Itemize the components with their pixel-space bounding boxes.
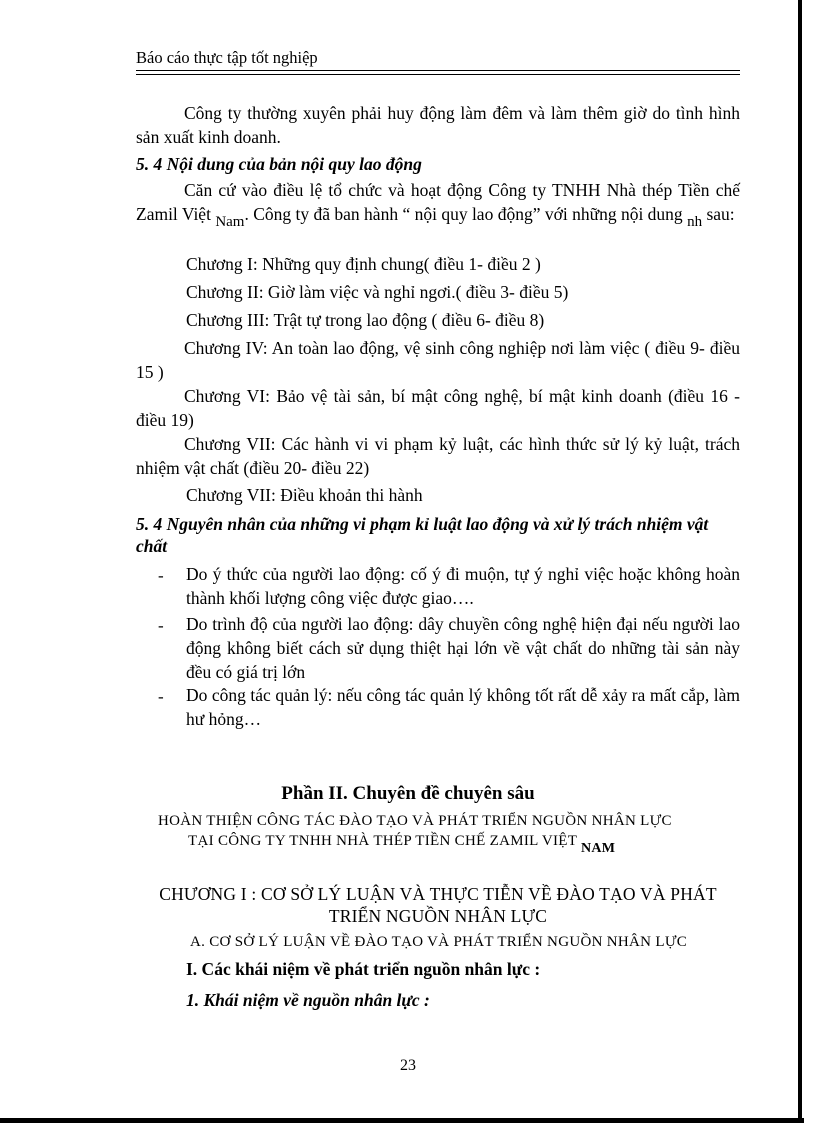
- header-rule-top: [136, 70, 740, 71]
- chapter-item: Chương I: Những quy định chung( điều 1- điều 2 ): [186, 254, 541, 274]
- regulation-text-1: Căn cứ vào điều lệ tổ chức và hoạt động Công ty TNHH Nhà thép Tiền chế Zamil Việt: [136, 180, 740, 224]
- regulation-paragraph: [136, 178, 740, 228]
- running-header: Báo cáo thực tập tốt nghiệp: [136, 48, 318, 67]
- chapter-item: Chương IV: An toàn lao động, vệ sinh công nghiệp nơi làm việc ( điều 9- điều 15 ): [136, 338, 740, 382]
- intro-paragraph: Công ty thường xuyên phải huy động làm đêm và làm thêm giờ do tình hình sản xuất kinh doanh.: [136, 103, 740, 147]
- chapter-item: Chương VII: Các hành vi vi phạm kỷ luật, các hình thức sử lý kỷ luật, trách nhiệm vật chất (điều 20- điều 22): [136, 434, 740, 478]
- chapter-item: Chương VII: Điều khoản thi hành: [186, 485, 423, 505]
- header-rule-bottom: [136, 74, 740, 75]
- chapter-item: Chương III: Trật tự trong lao động ( điều 6- điều 8): [186, 310, 545, 330]
- cause-bullet: Do công tác quản lý: nếu công tác quản lý không tốt rất dễ xảy ra mất cắp, làm hư hỏng…: [186, 685, 740, 729]
- page-border-right: [798, 0, 802, 1123]
- subscript-nam: Nam: [215, 214, 245, 230]
- bullet-dash: -: [158, 616, 164, 635]
- chapter-item: Chương VI: Bảo vệ tài sản, bí mật công nghệ, bí mật kinh doanh (điều 16 - điều 19): [136, 386, 740, 430]
- chapter-item: Chương II: Giờ làm việc và nghỉ ngơi.( điều 3- điều 5): [186, 282, 569, 302]
- topic-title-line2: [188, 833, 616, 856]
- heading-concepts: I. Các khái niệm về phát triển nguồn nhân lực :: [186, 959, 541, 979]
- topic-title-line1: HOÀN THIỆN CÔNG TÁC ĐÀO TẠO VÀ PHÁT TRIỂN NGUỒN NHÂN LỰC: [158, 813, 672, 829]
- section-heading-content: 5. 4 Nội dung của bản nội quy lao động: [136, 154, 422, 174]
- regulation-text-2: . Công ty đã ban hành “ nội quy lao động” với những nội dung: [244, 204, 683, 224]
- cause-bullet: Do trình độ của người lao động: dây chuyền công nghệ hiện đại nếu người lao động không biết cách sử dụng thiệt hại lớn về vật chất do những tài sản này đều có giá trị lớn: [186, 614, 740, 682]
- bullet-dash: -: [158, 566, 164, 585]
- topic-title-subscript: NAM: [580, 841, 616, 856]
- subscript-nh: nh: [687, 214, 703, 230]
- regulation-text-3: sau:: [706, 204, 735, 224]
- section-a-title: A. CƠ SỞ LÝ LUẬN VỀ ĐÀO TẠO VÀ PHÁT TRIỂN NGUỒN NHÂN LỰC: [190, 934, 688, 950]
- chapter-title-line1: CHƯƠNG I : CƠ SỞ LÝ LUẬN VÀ THỰC TIỄN VỀ ĐÀO TẠO VÀ PHÁT: [159, 884, 717, 904]
- heading-hr-concept: 1. Khái niệm về nguồn nhân lực :: [186, 990, 430, 1010]
- page-border-bottom: [0, 1118, 804, 1123]
- cause-bullet: Do ý thức của người lao động: cố ý đi muộn, tự ý nghỉ việc hoặc không hoàn thành khối lượng công việc được giao….: [186, 564, 740, 608]
- page-number: 23: [400, 1057, 416, 1074]
- topic-title-line2-text: TẠI CÔNG TY TNHH NHÀ THÉP TIỀN CHẾ ZAMIL VIỆT: [188, 833, 577, 849]
- part-title: Phần II. Chuyên đề chuyên sâu: [281, 783, 535, 804]
- chapter-title-line2: TRIỂN NGUỒN NHÂN LỰC: [328, 906, 548, 926]
- section-heading-causes: 5. 4 Nguyên nhân của những vi phạm kỉ luật lao động và xử lý trách nhiệm vật chất: [136, 514, 709, 556]
- bullet-dash: -: [158, 687, 164, 706]
